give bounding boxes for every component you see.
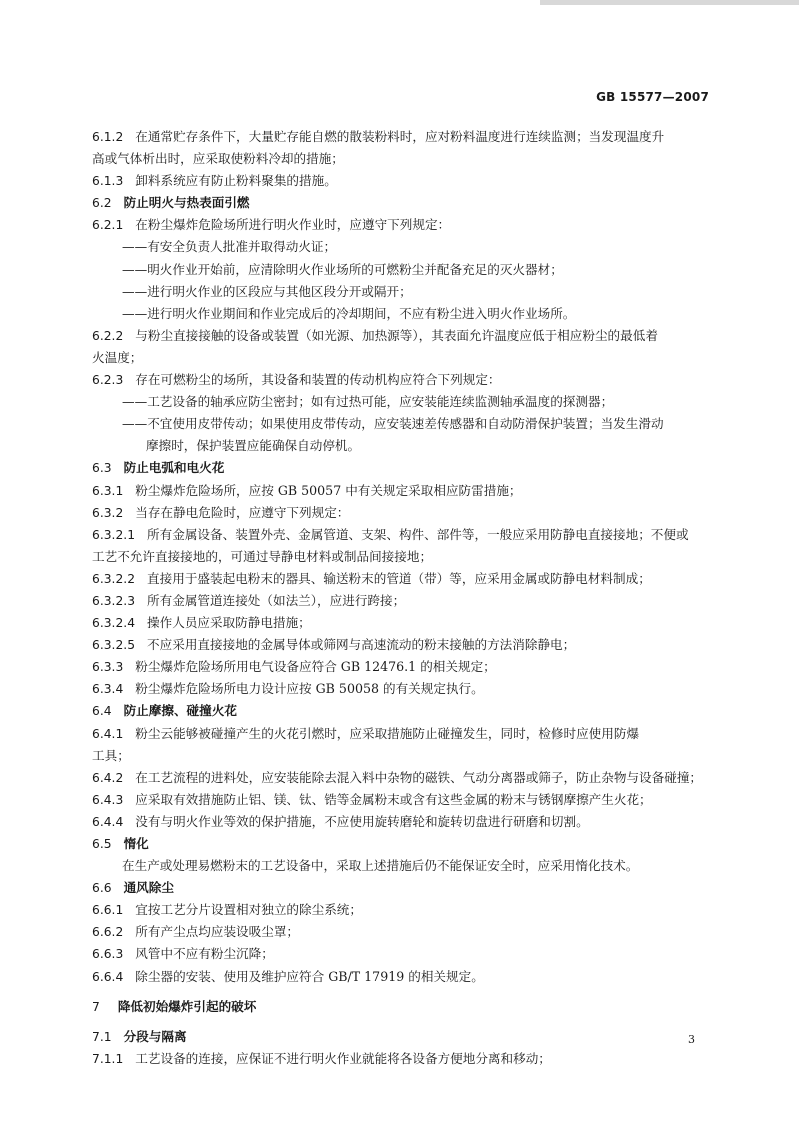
clause-text: 防止明火与热表面引燃	[123, 195, 250, 211]
clause-number: 6.4.1	[92, 726, 124, 741]
clause-number: 6.3.2.5	[92, 638, 136, 653]
clause-number: 6.6.1	[92, 903, 124, 918]
clause-number: 6.4.4	[92, 814, 124, 829]
clause-text: 在工艺流程的进料处，应安装能除去混入料中杂物的磁铁、气动分离器或筛子，防止杂物与设备碰撞；	[135, 769, 703, 785]
clause-number: 6.3.2.1	[92, 527, 136, 542]
clause-text: 卸料系统应有防止粉料聚集的措施。	[135, 173, 337, 189]
clause-number: 6.3.1	[92, 483, 124, 498]
text-line	[92, 480, 712, 502]
clause-number: 6.1.2	[92, 130, 124, 144]
clause-text: 工具；	[92, 747, 130, 763]
clause-number: 6.6.3	[92, 947, 124, 962]
clause-text: 工艺不允许直接接地的，可通过导静电材料或制品间接接地；	[92, 548, 433, 564]
text-line	[92, 170, 712, 192]
text-line	[92, 347, 712, 369]
clause-text: 当存在静电危险时，应遵守下列规定：	[135, 504, 350, 520]
clause-number: 6.1.3	[92, 174, 124, 189]
clause-text: 火温度；	[92, 349, 143, 365]
clause-text: 没有与明火作业等效的保护措施，不应使用旋转磨轮和旋转切盘进行研磨和切割。	[135, 813, 589, 829]
clause-number: 6.4	[92, 704, 112, 719]
clause-text: 所有金属管道连接处（如法兰），应进行跨接；	[147, 592, 406, 608]
text-line	[92, 855, 712, 877]
text-line	[92, 435, 712, 457]
clause-text: 在通常贮存条件下，大量贮存能自燃的散装粉料时，应对粉料温度进行连续监测；当发现温度升	[135, 129, 665, 144]
text-line	[92, 236, 712, 258]
clause-text: 粉尘爆炸危险场所电力设计应按 GB 50058 的有关规定执行。	[135, 681, 484, 697]
text-line	[92, 612, 712, 634]
clause-text: 防止摩擦、碰撞火花	[123, 703, 237, 719]
section-heading	[92, 877, 712, 899]
text-line	[92, 524, 712, 546]
page-number: 3	[688, 1033, 695, 1046]
spacer	[92, 1018, 712, 1026]
text-line	[92, 767, 712, 789]
clause-text: 直接用于盛装起电粉末的器具、输送粉末的管道（带）等，应采用金属或防静电材料制成；	[147, 570, 651, 586]
clause-text: ——进行明火作业期间和作业完成后的冷却期间，不应有粉尘进入明火作业场所。	[122, 305, 576, 321]
clause-number: 6.6.4	[92, 969, 124, 984]
text-line	[92, 148, 712, 170]
text-line	[92, 369, 712, 391]
text-line	[92, 391, 712, 413]
clause-text: 在粉尘爆炸危险场所进行明火作业时，应遵守下列规定：	[135, 217, 451, 233]
clause-text: 粉尘云能够被碰撞产生的火花引燃时，应采取措施防止碰撞发生，同时，检修时应使用防爆	[135, 725, 640, 741]
section-heading	[92, 457, 712, 479]
text-line	[92, 546, 712, 568]
clause-text: 所有产尘点均应装设吸尘罩；	[135, 924, 300, 940]
clause-number: 7	[92, 999, 100, 1014]
text-line	[92, 325, 712, 347]
clause-text: 防止电弧和电火花	[123, 460, 225, 476]
clause-text: 不应采用直接接地的金属导体或筛网与高速流动的粉末接触的方法消除静电；	[147, 637, 576, 653]
clause-number: 7.1.1	[92, 1051, 124, 1066]
text-line	[92, 656, 712, 678]
clause-text: 通风除尘	[123, 880, 174, 896]
text-line	[92, 966, 712, 988]
clause-text: 存在可燃粉尘的场所，其设备和装置的传动机构应符合下列规定：	[135, 372, 501, 388]
section-heading	[92, 1026, 712, 1048]
clause-number: 6.3.2.4	[92, 616, 136, 631]
clause-number: 6.3.2.2	[92, 571, 136, 586]
section-heading	[92, 996, 712, 1018]
clause-number: 6.2.2	[92, 328, 124, 343]
clause-text: 应采取有效措施防止铝、镁、钛、锆等金属粉末或含有这些金属的粉末与锈钢摩擦产生火花；	[135, 791, 652, 807]
clause-text: 高或气体析出时，应采取使粉料冷却的措施；	[92, 151, 344, 167]
clause-number: 6.3.4	[92, 682, 124, 697]
clause-number: 6.2.1	[92, 218, 124, 233]
clause-text: 所有金属设备、装置外壳、金属管道、支架、构件、部件等，一般应采用防静电直接接地；不便或	[147, 526, 689, 542]
text-line	[92, 281, 712, 303]
document-body	[92, 126, 712, 1070]
section-heading	[92, 192, 712, 214]
text-line	[92, 1048, 712, 1070]
clause-text: 摩擦时，保护装置应能确保自动停机。	[146, 438, 361, 454]
text-line	[92, 745, 712, 767]
scan-edge	[540, 0, 799, 5]
clause-text: ——工艺设备的轴承应防尘密封；如有过热可能，应安装能连续监测轴承温度的探测器；	[122, 394, 614, 410]
clause-text: ——进行明火作业的区段应与其他区段分开或隔开；	[122, 283, 412, 299]
clause-text: 分段与隔离	[123, 1028, 187, 1044]
clause-text: ——不宜使用皮带传动；如果使用皮带传动，应安装速差传感器和自动防滑保护装置；当发生滑动	[122, 416, 664, 432]
clause-number: 6.6	[92, 881, 112, 896]
clause-text: 降低初始爆炸引起的破坏	[117, 998, 257, 1014]
clause-text: 工艺设备的连接，应保证不进行明火作业就能将各设备方便地分离和移动；	[135, 1050, 551, 1066]
clause-number: 6.4.2	[92, 770, 124, 785]
clause-number: 6.2.3	[92, 373, 124, 388]
spacer	[92, 988, 712, 996]
clause-text: 粉尘爆炸危险场所用电气设备应符合 GB 12476.1 的相关规定；	[135, 659, 496, 675]
clause-number: 6.3.3	[92, 660, 124, 675]
clause-number: 6.2	[92, 196, 112, 211]
text-line	[92, 811, 712, 833]
text-line	[92, 502, 712, 524]
clause-text: 惰化	[123, 836, 149, 851]
clause-text: 宜按工艺分片设置相对独立的除尘系统；	[135, 902, 362, 918]
text-line	[92, 590, 712, 612]
clause-number: 6.3.2.3	[92, 593, 136, 608]
clause-number: 6.3.2	[92, 505, 124, 520]
text-line	[92, 943, 712, 965]
clause-number: 6.4.3	[92, 792, 124, 807]
clause-number: 6.3	[92, 461, 112, 476]
text-line	[92, 899, 712, 921]
text-line	[92, 634, 712, 656]
clause-number: 6.5	[92, 837, 112, 851]
text-line	[92, 921, 712, 943]
text-line	[92, 789, 712, 811]
text-line	[92, 568, 712, 590]
clause-number: 7.1	[92, 1029, 112, 1044]
clause-text: 操作人员应采取防静电措施；	[147, 615, 311, 631]
clause-text: 粉尘爆炸危险场所，应按 GB 50057 中有关规定采取相应防雷措施；	[135, 482, 522, 498]
text-line	[92, 259, 712, 281]
clause-number: 6.6.2	[92, 925, 124, 940]
section-heading	[92, 833, 712, 855]
section-heading	[92, 700, 712, 722]
clause-text: 在生产或处理易燃粉末的工艺设备中，采取上述措施后仍不能保证安全时，应采用惰化技术。	[122, 858, 639, 874]
clause-text: ——明火作业开始前，应清除明火作业场所的可燃粉尘并配备充足的灭火器材；	[122, 261, 563, 277]
text-line	[92, 126, 712, 148]
text-line	[92, 723, 712, 745]
standard-number: GB 15577—2007	[596, 90, 709, 104]
text-line	[92, 413, 712, 435]
clause-text: 除尘器的安装、使用及维护应符合 GB/T 17919 的相关规定。	[135, 968, 484, 984]
clause-text: ——有安全负责人批准并取得动火证；	[122, 239, 337, 255]
clause-text: 风管中不应有粉尘沉降；	[135, 946, 274, 962]
clause-text: 与粉尘直接接触的设备或装置（如光源、加热源等），其表面允许温度应低于相应粉尘的最低着	[135, 327, 658, 343]
text-line	[92, 303, 712, 325]
text-line	[92, 214, 712, 236]
text-line	[92, 678, 712, 700]
